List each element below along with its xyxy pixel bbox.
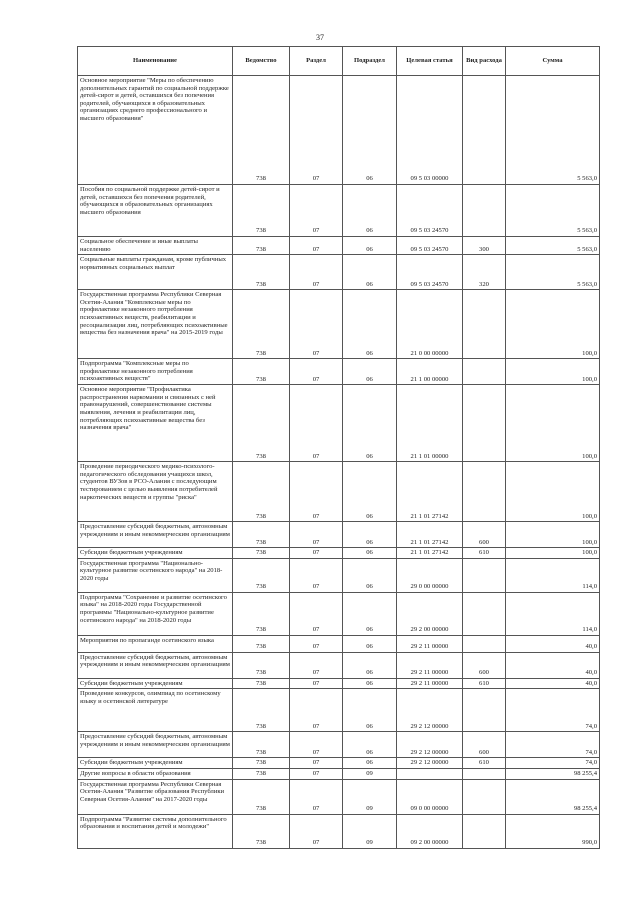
table-row xyxy=(78,76,600,185)
row-expense-type-cell xyxy=(463,76,506,185)
row-ved-cell: 738 xyxy=(233,522,290,548)
row-target-article-cell: 29 2 11 00000 xyxy=(397,678,463,689)
row-razdel-cell: 07 xyxy=(290,635,343,652)
row-sum-cell: 100,0 xyxy=(506,290,600,359)
page-number: 37 xyxy=(316,33,324,42)
table-row xyxy=(78,522,600,548)
table-row xyxy=(78,462,600,522)
row-ved-cell: 738 xyxy=(233,678,290,689)
row-podrazdel-cell: 06 xyxy=(343,255,397,290)
row-target-article-cell: 21 1 00 00000 xyxy=(397,359,463,385)
table-row xyxy=(78,758,600,769)
row-target-article-cell: 21 1 01 27142 xyxy=(397,462,463,522)
row-podrazdel-cell: 06 xyxy=(343,462,397,522)
row-expense-type-cell: 610 xyxy=(463,758,506,769)
row-sum-cell: 98 255,4 xyxy=(506,768,600,779)
row-name-cell: Социальное обеспечение и иные выплаты населению xyxy=(78,237,233,255)
row-expense-type-cell: 610 xyxy=(463,548,506,559)
row-expense-type-cell xyxy=(463,768,506,779)
row-sum-cell: 990,0 xyxy=(506,814,600,848)
row-sum-cell: 40,0 xyxy=(506,678,600,689)
row-podrazdel-cell: 06 xyxy=(343,76,397,185)
row-razdel-cell: 07 xyxy=(290,385,343,462)
row-sum-cell: 100,0 xyxy=(506,548,600,559)
row-sum-cell: 5 563,0 xyxy=(506,76,600,185)
row-sum-cell: 74,0 xyxy=(506,732,600,758)
column-header-name: Наименование xyxy=(78,47,233,76)
row-name-cell: Субсидии бюджетным учреждениям xyxy=(78,678,233,689)
row-ved-cell: 738 xyxy=(233,185,290,237)
row-target-article-cell: 09 0 00 00000 xyxy=(397,779,463,814)
row-podrazdel-cell: 06 xyxy=(343,558,397,592)
row-sum-cell: 114,0 xyxy=(506,592,600,635)
table-row xyxy=(78,237,600,255)
row-ved-cell: 738 xyxy=(233,462,290,522)
row-razdel-cell: 07 xyxy=(290,462,343,522)
row-target-article-cell: 29 2 11 00000 xyxy=(397,652,463,678)
row-ved-cell: 738 xyxy=(233,689,290,732)
row-razdel-cell: 07 xyxy=(290,185,343,237)
row-name-cell: Основное мероприятие "Меры по обеспечению дополнительных гарантий по социальной поддержке детей-сирот и детей, оставшихся без попечения родителей, обучающихся в образовательных организациях среднего профессионального и высшего образования" xyxy=(78,76,233,185)
row-name-cell: Субсидии бюджетным учреждениям xyxy=(78,758,233,769)
row-razdel-cell: 07 xyxy=(290,732,343,758)
row-podrazdel-cell: 06 xyxy=(343,678,397,689)
row-sum-cell: 5 563,0 xyxy=(506,255,600,290)
row-name-cell: Социальные выплаты гражданам, кроме публичных нормативных социальных выплат xyxy=(78,255,233,290)
row-podrazdel-cell: 09 xyxy=(343,768,397,779)
table-row xyxy=(78,592,600,635)
column-header-podrazdel: Подраздел xyxy=(343,47,397,76)
row-podrazdel-cell: 06 xyxy=(343,185,397,237)
row-sum-cell: 74,0 xyxy=(506,689,600,732)
row-podrazdel-cell: 06 xyxy=(343,732,397,758)
row-name-cell: Предоставление субсидий бюджетным, автономным учреждениям и иным некоммерческим организациям xyxy=(78,522,233,548)
row-sum-cell: 100,0 xyxy=(506,522,600,548)
column-header-razdel: Раздел xyxy=(290,47,343,76)
row-expense-type-cell xyxy=(463,814,506,848)
row-name-cell: Субсидии бюджетным учреждениям xyxy=(78,548,233,559)
row-expense-type-cell xyxy=(463,558,506,592)
table-row xyxy=(78,290,600,359)
row-target-article-cell: 21 1 01 00000 xyxy=(397,385,463,462)
row-name-cell: Предоставление субсидий бюджетным, автономным учреждениям и иным некоммерческим организациям xyxy=(78,652,233,678)
row-sum-cell: 40,0 xyxy=(506,652,600,678)
row-expense-type-cell xyxy=(463,290,506,359)
row-target-article-cell: 29 2 12 00000 xyxy=(397,689,463,732)
row-razdel-cell: 07 xyxy=(290,689,343,732)
row-sum-cell: 100,0 xyxy=(506,385,600,462)
row-name-cell: Мероприятия по пропаганде осетинского языка xyxy=(78,635,233,652)
row-name-cell: Проведение периодического медико-психолого-педагогического обследования учащихся школ, студентов ВУЗов в РСО-Алания с последующим тестированием с целью выявления потребителей наркотических веществ и группы "риска" xyxy=(78,462,233,522)
row-target-article-cell: 29 2 12 00000 xyxy=(397,732,463,758)
row-name-cell: Другие вопросы в области образования xyxy=(78,768,233,779)
row-expense-type-cell xyxy=(463,592,506,635)
row-sum-cell: 5 563,0 xyxy=(506,185,600,237)
column-header-target-article: Целевая статья xyxy=(397,47,463,76)
row-expense-type-cell: 600 xyxy=(463,522,506,548)
row-podrazdel-cell: 06 xyxy=(343,592,397,635)
row-ved-cell: 738 xyxy=(233,290,290,359)
row-expense-type-cell xyxy=(463,779,506,814)
row-podrazdel-cell: 06 xyxy=(343,548,397,559)
row-target-article-cell: 29 2 11 00000 xyxy=(397,635,463,652)
row-podrazdel-cell: 06 xyxy=(343,689,397,732)
row-expense-type-cell xyxy=(463,359,506,385)
row-expense-type-cell xyxy=(463,185,506,237)
row-ved-cell: 738 xyxy=(233,558,290,592)
row-target-article-cell: 09 5 03 24570 xyxy=(397,255,463,290)
table-row xyxy=(78,678,600,689)
row-expense-type-cell: 600 xyxy=(463,732,506,758)
row-name-cell: Государственная программа Республики Северная Осетия-Алания "Комплексные меры по профилактике незаконного потребления психоактивных веществ, реабилитации и ресоциализации лиц, потребляющих психоактивные вещества без назначения врача" на 2015-2019 годы xyxy=(78,290,233,359)
row-name-cell: Предоставление субсидий бюджетным, автономным учреждениям и иным некоммерческим организациям xyxy=(78,732,233,758)
row-podrazdel-cell: 06 xyxy=(343,522,397,548)
row-name-cell: Пособия по социальной поддержке детей-сирот и детей, оставшихся без попечения родителей, обучающихся в образовательных организациях высшего образования xyxy=(78,185,233,237)
table-row xyxy=(78,768,600,779)
row-target-article-cell: 21 1 01 27142 xyxy=(397,522,463,548)
row-razdel-cell: 07 xyxy=(290,814,343,848)
row-ved-cell: 738 xyxy=(233,814,290,848)
row-sum-cell: 100,0 xyxy=(506,462,600,522)
row-razdel-cell: 07 xyxy=(290,522,343,548)
table-row xyxy=(78,385,600,462)
row-razdel-cell: 07 xyxy=(290,652,343,678)
row-ved-cell: 738 xyxy=(233,359,290,385)
row-name-cell: Государственная программа Республики Северная Осетия-Алания "Развитие образования Республики Северная Осетия-Алания" на 2017-2020 годы xyxy=(78,779,233,814)
row-podrazdel-cell: 06 xyxy=(343,237,397,255)
row-expense-type-cell: 600 xyxy=(463,652,506,678)
row-target-article-cell: 29 2 12 00000 xyxy=(397,758,463,769)
row-ved-cell: 738 xyxy=(233,592,290,635)
row-ved-cell: 738 xyxy=(233,385,290,462)
row-ved-cell: 738 xyxy=(233,758,290,769)
table-row xyxy=(78,732,600,758)
table-row xyxy=(78,635,600,652)
row-name-cell: Государственная программа "Национально-культурное развитие осетинского народа" на 2018-2020 годы xyxy=(78,558,233,592)
row-sum-cell: 74,0 xyxy=(506,758,600,769)
row-podrazdel-cell: 06 xyxy=(343,290,397,359)
row-expense-type-cell xyxy=(463,385,506,462)
row-target-article-cell: 21 0 00 00000 xyxy=(397,290,463,359)
row-name-cell: Подпрограмма "Комплексные меры по профилактике незаконного потребления психоактивных веществ" xyxy=(78,359,233,385)
row-razdel-cell: 07 xyxy=(290,592,343,635)
table-row xyxy=(78,814,600,848)
row-razdel-cell: 07 xyxy=(290,255,343,290)
budget-table xyxy=(77,46,600,849)
row-podrazdel-cell: 06 xyxy=(343,359,397,385)
row-podrazdel-cell: 06 xyxy=(343,652,397,678)
table-row xyxy=(78,548,600,559)
row-razdel-cell: 07 xyxy=(290,678,343,689)
row-razdel-cell: 07 xyxy=(290,768,343,779)
row-target-article-cell: 21 1 01 27142 xyxy=(397,548,463,559)
row-razdel-cell: 07 xyxy=(290,359,343,385)
column-header-sum: Сумма xyxy=(506,47,600,76)
row-target-article-cell: 29 2 00 00000 xyxy=(397,592,463,635)
row-expense-type-cell xyxy=(463,462,506,522)
row-sum-cell: 114,0 xyxy=(506,558,600,592)
row-target-article-cell: 09 5 03 24570 xyxy=(397,237,463,255)
row-razdel-cell: 07 xyxy=(290,237,343,255)
table-row xyxy=(78,558,600,592)
table-row xyxy=(78,185,600,237)
table-row xyxy=(78,779,600,814)
row-ved-cell: 738 xyxy=(233,255,290,290)
table-row xyxy=(78,652,600,678)
row-podrazdel-cell: 06 xyxy=(343,758,397,769)
row-podrazdel-cell: 09 xyxy=(343,814,397,848)
row-target-article-cell: 09 5 03 24570 xyxy=(397,185,463,237)
row-name-cell: Подпрограмма "Развитие системы дополнительного образования и воспитания детей и молодежи" xyxy=(78,814,233,848)
row-razdel-cell: 07 xyxy=(290,558,343,592)
row-expense-type-cell: 300 xyxy=(463,237,506,255)
row-ved-cell: 738 xyxy=(233,548,290,559)
table-body xyxy=(78,76,600,849)
row-expense-type-cell: 610 xyxy=(463,678,506,689)
row-sum-cell: 100,0 xyxy=(506,359,600,385)
row-target-article-cell: 29 0 00 00000 xyxy=(397,558,463,592)
row-name-cell: Подпрограмма "Сохранение и развитие осетинского языка" на 2018-2020 годы Государственной программы "Национально-культурное развитие осетинского народа" на 2018-2020 годы xyxy=(78,592,233,635)
row-razdel-cell: 07 xyxy=(290,779,343,814)
row-razdel-cell: 07 xyxy=(290,76,343,185)
table-row xyxy=(78,255,600,290)
row-target-article-cell: 09 5 03 00000 xyxy=(397,76,463,185)
row-ved-cell: 738 xyxy=(233,635,290,652)
row-ved-cell: 738 xyxy=(233,779,290,814)
table-header-row xyxy=(78,47,600,76)
row-podrazdel-cell: 06 xyxy=(343,385,397,462)
row-podrazdel-cell: 09 xyxy=(343,779,397,814)
row-sum-cell: 5 563,0 xyxy=(506,237,600,255)
row-razdel-cell: 07 xyxy=(290,758,343,769)
table-row xyxy=(78,359,600,385)
row-ved-cell: 738 xyxy=(233,76,290,185)
row-ved-cell: 738 xyxy=(233,768,290,779)
row-expense-type-cell xyxy=(463,635,506,652)
row-razdel-cell: 07 xyxy=(290,290,343,359)
row-sum-cell: 40,0 xyxy=(506,635,600,652)
row-target-article-cell: 09 2 00 00000 xyxy=(397,814,463,848)
row-ved-cell: 738 xyxy=(233,652,290,678)
row-ved-cell: 738 xyxy=(233,237,290,255)
row-expense-type-cell xyxy=(463,689,506,732)
table-row xyxy=(78,689,600,732)
row-ved-cell: 738 xyxy=(233,732,290,758)
column-header-expense-type: Вид расхода xyxy=(463,47,506,76)
row-name-cell: Проведение конкурсов, олимпиад по осетинскому языку и осетинской литературе xyxy=(78,689,233,732)
row-name-cell: Основное мероприятие "Профилактика распространения наркомании и связанных с ней правонарушений, совершенствование системы выявления, лечения и реабилитации лиц, потребляющих психоактивные вещества без назначения врача" xyxy=(78,385,233,462)
row-podrazdel-cell: 06 xyxy=(343,635,397,652)
row-razdel-cell: 07 xyxy=(290,548,343,559)
row-sum-cell: 98 255,4 xyxy=(506,779,600,814)
row-expense-type-cell: 320 xyxy=(463,255,506,290)
column-header-ved: Ведомство xyxy=(233,47,290,76)
row-target-article-cell xyxy=(397,768,463,779)
